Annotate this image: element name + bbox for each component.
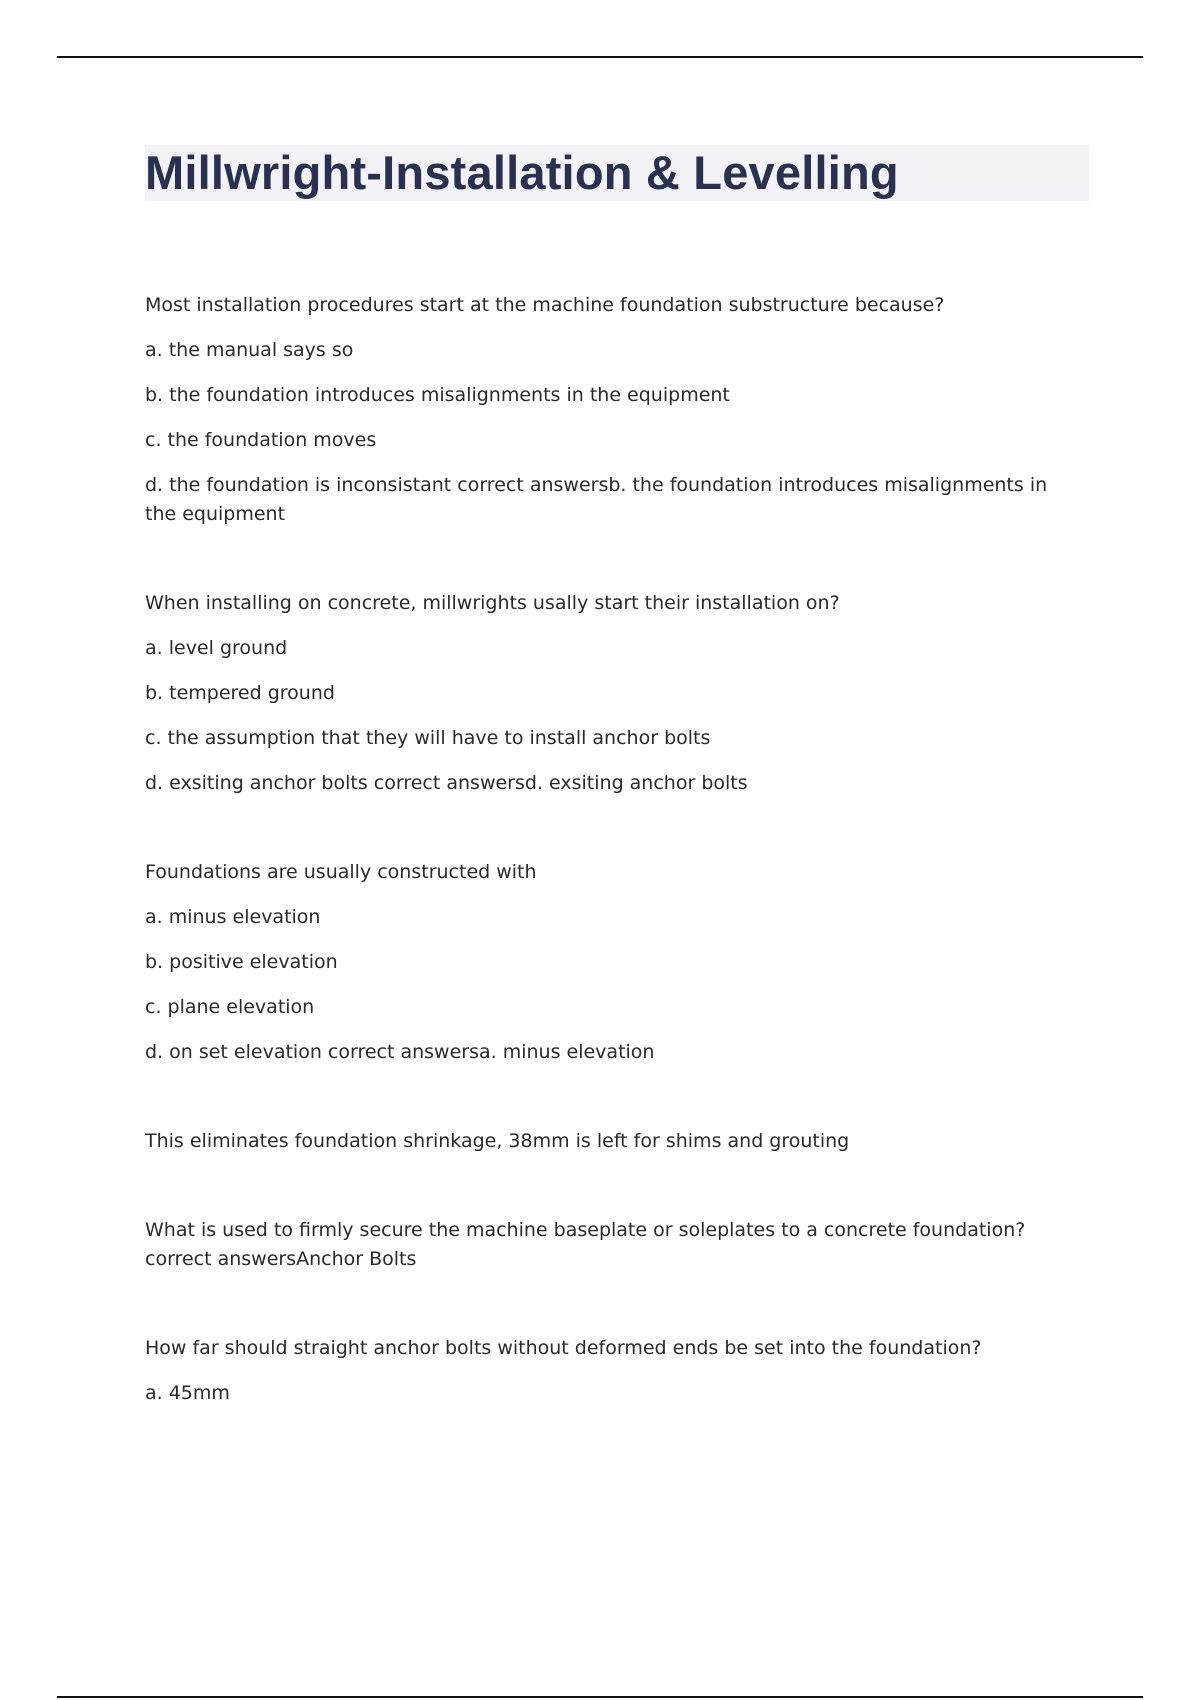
question-text: Most installation procedures start at the machine foundation substructure because?	[145, 294, 945, 316]
question-text: When installing on concrete, millwrights usally start their installation on?	[145, 592, 840, 614]
question-block	[145, 1127, 1065, 1156]
answer-option: a. minus elevation	[145, 906, 321, 928]
question-list	[145, 291, 1065, 1468]
answer-option: b. tempered ground	[145, 682, 335, 704]
document-title: Millwright-Installation & Levelling	[145, 146, 899, 199]
question-block	[145, 858, 1065, 1067]
answer-option-with-correct-answer: d. the foundation is inconsistant correct answersb. the foundation introduces misalignments in the equipment	[145, 474, 1048, 525]
question-block	[145, 1334, 1065, 1408]
answer-option: b. positive elevation	[145, 951, 338, 973]
answer-option: b. the foundation introduces misalignments in the equipment	[145, 384, 730, 406]
question-block	[145, 1216, 1065, 1274]
answer-option: a. the manual says so	[145, 339, 354, 361]
question-text-with-correct-answer: What is used to firmly secure the machine baseplate or soleplates to a concrete foundation? correct answersAnchor Bolts	[145, 1219, 1026, 1270]
question-text: How far should straight anchor bolts without deformed ends be set into the foundation?	[145, 1337, 982, 1359]
answer-option-with-correct-answer: d. on set elevation correct answersa. minus elevation	[145, 1041, 655, 1063]
answer-option: a. level ground	[145, 637, 288, 659]
answer-option-with-correct-answer: d. exsiting anchor bolts correct answersd. exsiting anchor bolts	[145, 772, 748, 794]
answer-option: c. plane elevation	[145, 996, 315, 1018]
question-block	[145, 589, 1065, 798]
question-text: Foundations are usually constructed with	[145, 861, 537, 883]
question-block	[145, 291, 1065, 529]
answer-option: a. 45mm	[145, 1382, 230, 1404]
answer-option: c. the foundation moves	[145, 429, 377, 451]
statement-text: This eliminates foundation shrinkage, 38mm is left for shims and grouting	[145, 1130, 850, 1152]
answer-option: c. the assumption that they will have to install anchor bolts	[145, 727, 711, 749]
bottom-rule	[57, 1696, 1143, 1698]
top-rule	[57, 56, 1143, 58]
